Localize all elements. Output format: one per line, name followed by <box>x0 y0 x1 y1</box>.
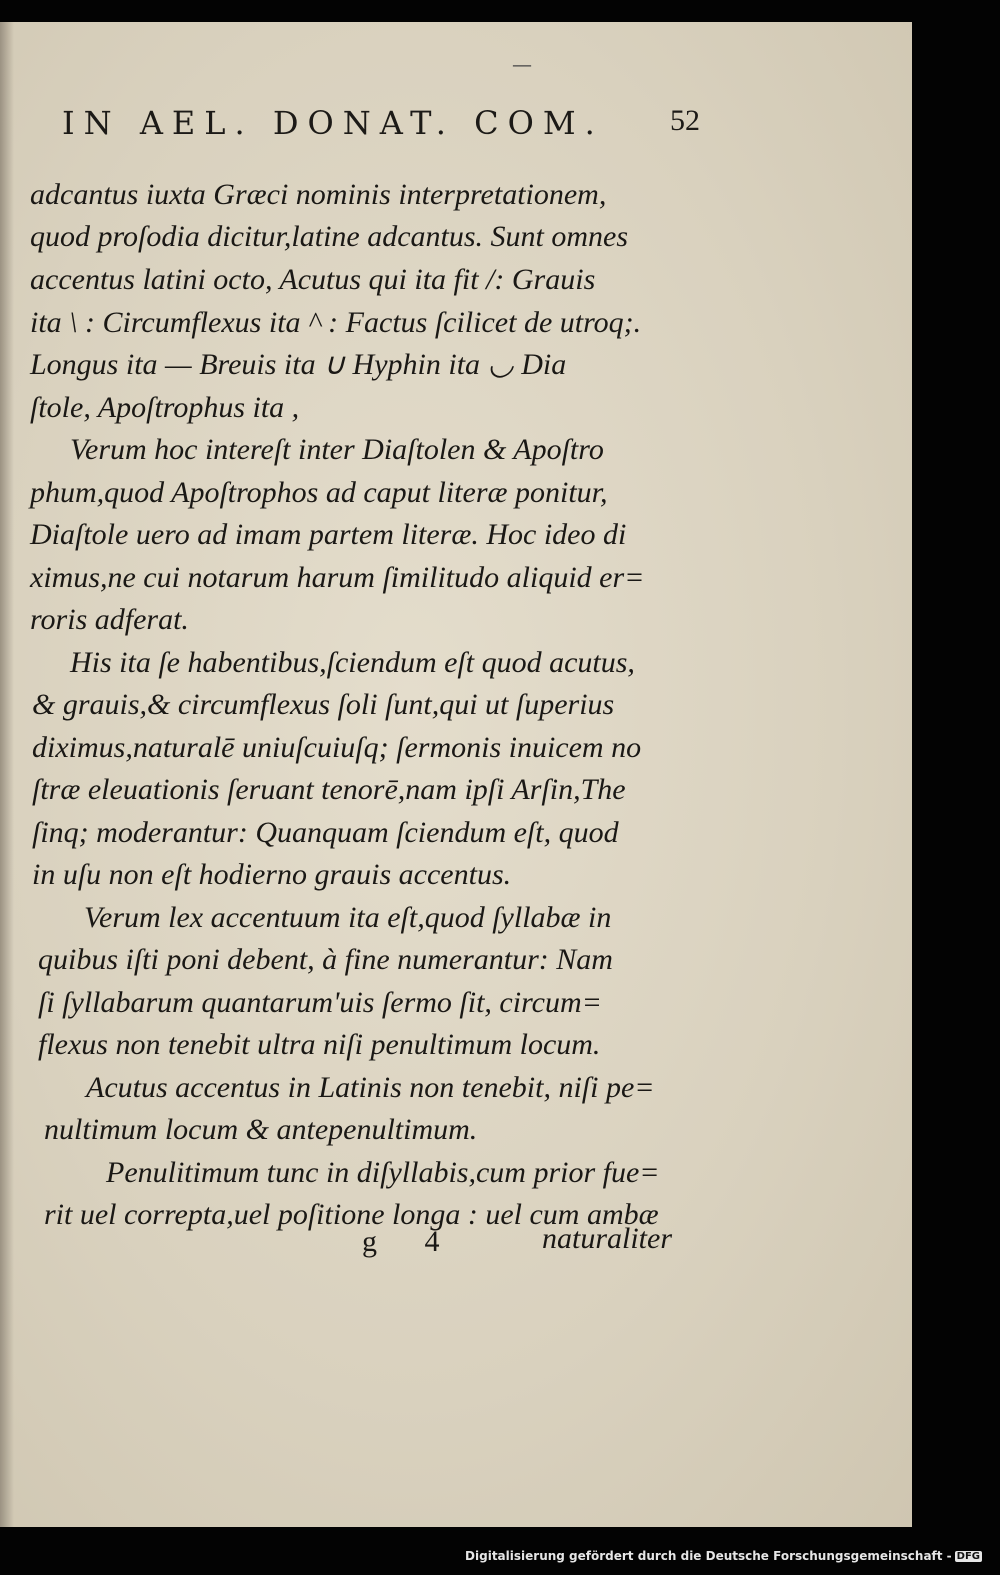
text-line: diximus,naturalē uniuſcuiuſq; ſermonis inuicem no <box>32 731 642 764</box>
text-line: Penulitimum tunc in diſyllabis,cum prior fue= <box>106 1156 660 1189</box>
text-line: Verum hoc intereſt inter Diaſtolen & Apoſtro <box>70 433 604 466</box>
text-line: Longus ita — Breuis ita ∪ Hyphin ita ◡ Dia <box>30 348 567 381</box>
text-line: roris adferat. <box>30 603 189 636</box>
text-line: Acutus accentus in Latinis non tenebit, niſi pe= <box>86 1071 655 1104</box>
text-line: quod proſodia dicitur,latine adcantus. Sunt omnes <box>30 220 629 253</box>
page-number: 52 <box>670 104 700 137</box>
running-head: IN AEL. DONAT. COM. <box>62 104 604 142</box>
text-line: Verum lex accentuum ita eſt,quod ſyllabæ in <box>84 901 612 934</box>
footer-text: Digitalisierung gefördert durch die Deutsche Forschungsgemeinschaft - <box>465 1549 952 1563</box>
text-line: ſtræ eleuationis ſeruant tenorē,nam ipſi Arſin,The <box>32 773 626 806</box>
catchword: naturaliter <box>542 1222 673 1255</box>
page-header <box>62 104 712 144</box>
text-line: His ita ſe habentibus,ſciendum eſt quod acutus, <box>70 646 635 679</box>
text-line: quibus iſti poni debent, à fine numerantur: Nam <box>38 943 613 976</box>
text-line: accentus latini octo, Acutus qui ita fit /: Grauis <box>30 263 596 296</box>
dfg-logo: DFG <box>956 1551 980 1562</box>
text-line: in uſu non eſt hodierno grauis accentus. <box>32 858 512 891</box>
text-line: Diaſtole uero ad imam partem literæ. Hoc ideo di <box>30 518 627 551</box>
text-line: & grauis,& circumflexus ſoli ſunt,qui ut ſuperius <box>32 688 615 721</box>
text-line: rit uel correpta,uel poſitione longa : uel cum ambæ <box>44 1198 659 1231</box>
signature-mark: g 4 <box>362 1225 460 1258</box>
text-line: flexus non tenebit ultra niſi penultimum locum. <box>38 1028 601 1061</box>
text-line: nultimum locum & antepenultimum. <box>44 1113 478 1146</box>
text-line: ita \ : Circumflexus ita ^ : Factus ſcilicet de utroq;. <box>30 306 642 339</box>
top-dash-mark: — <box>512 52 532 76</box>
text-line: ximus,ne cui notarum harum ſimilitudo aliquid er= <box>30 561 645 594</box>
text-line: adcantus iuxta Græci nominis interpretationem, <box>30 178 607 211</box>
text-line: ſinq; moderantur: Quanquam ſciendum eſt, quod <box>32 816 619 849</box>
text-line: ſtole, Apoſtrophus ita , <box>30 391 300 424</box>
text-line: ſi ſyllabarum quantarum'uis ſermo ſit, circum= <box>38 986 602 1019</box>
book-page <box>0 22 912 1527</box>
funding-footer <box>465 1549 982 1563</box>
text-line: phum,quod Apoſtrophos ad caput literæ ponitur, <box>30 476 608 509</box>
